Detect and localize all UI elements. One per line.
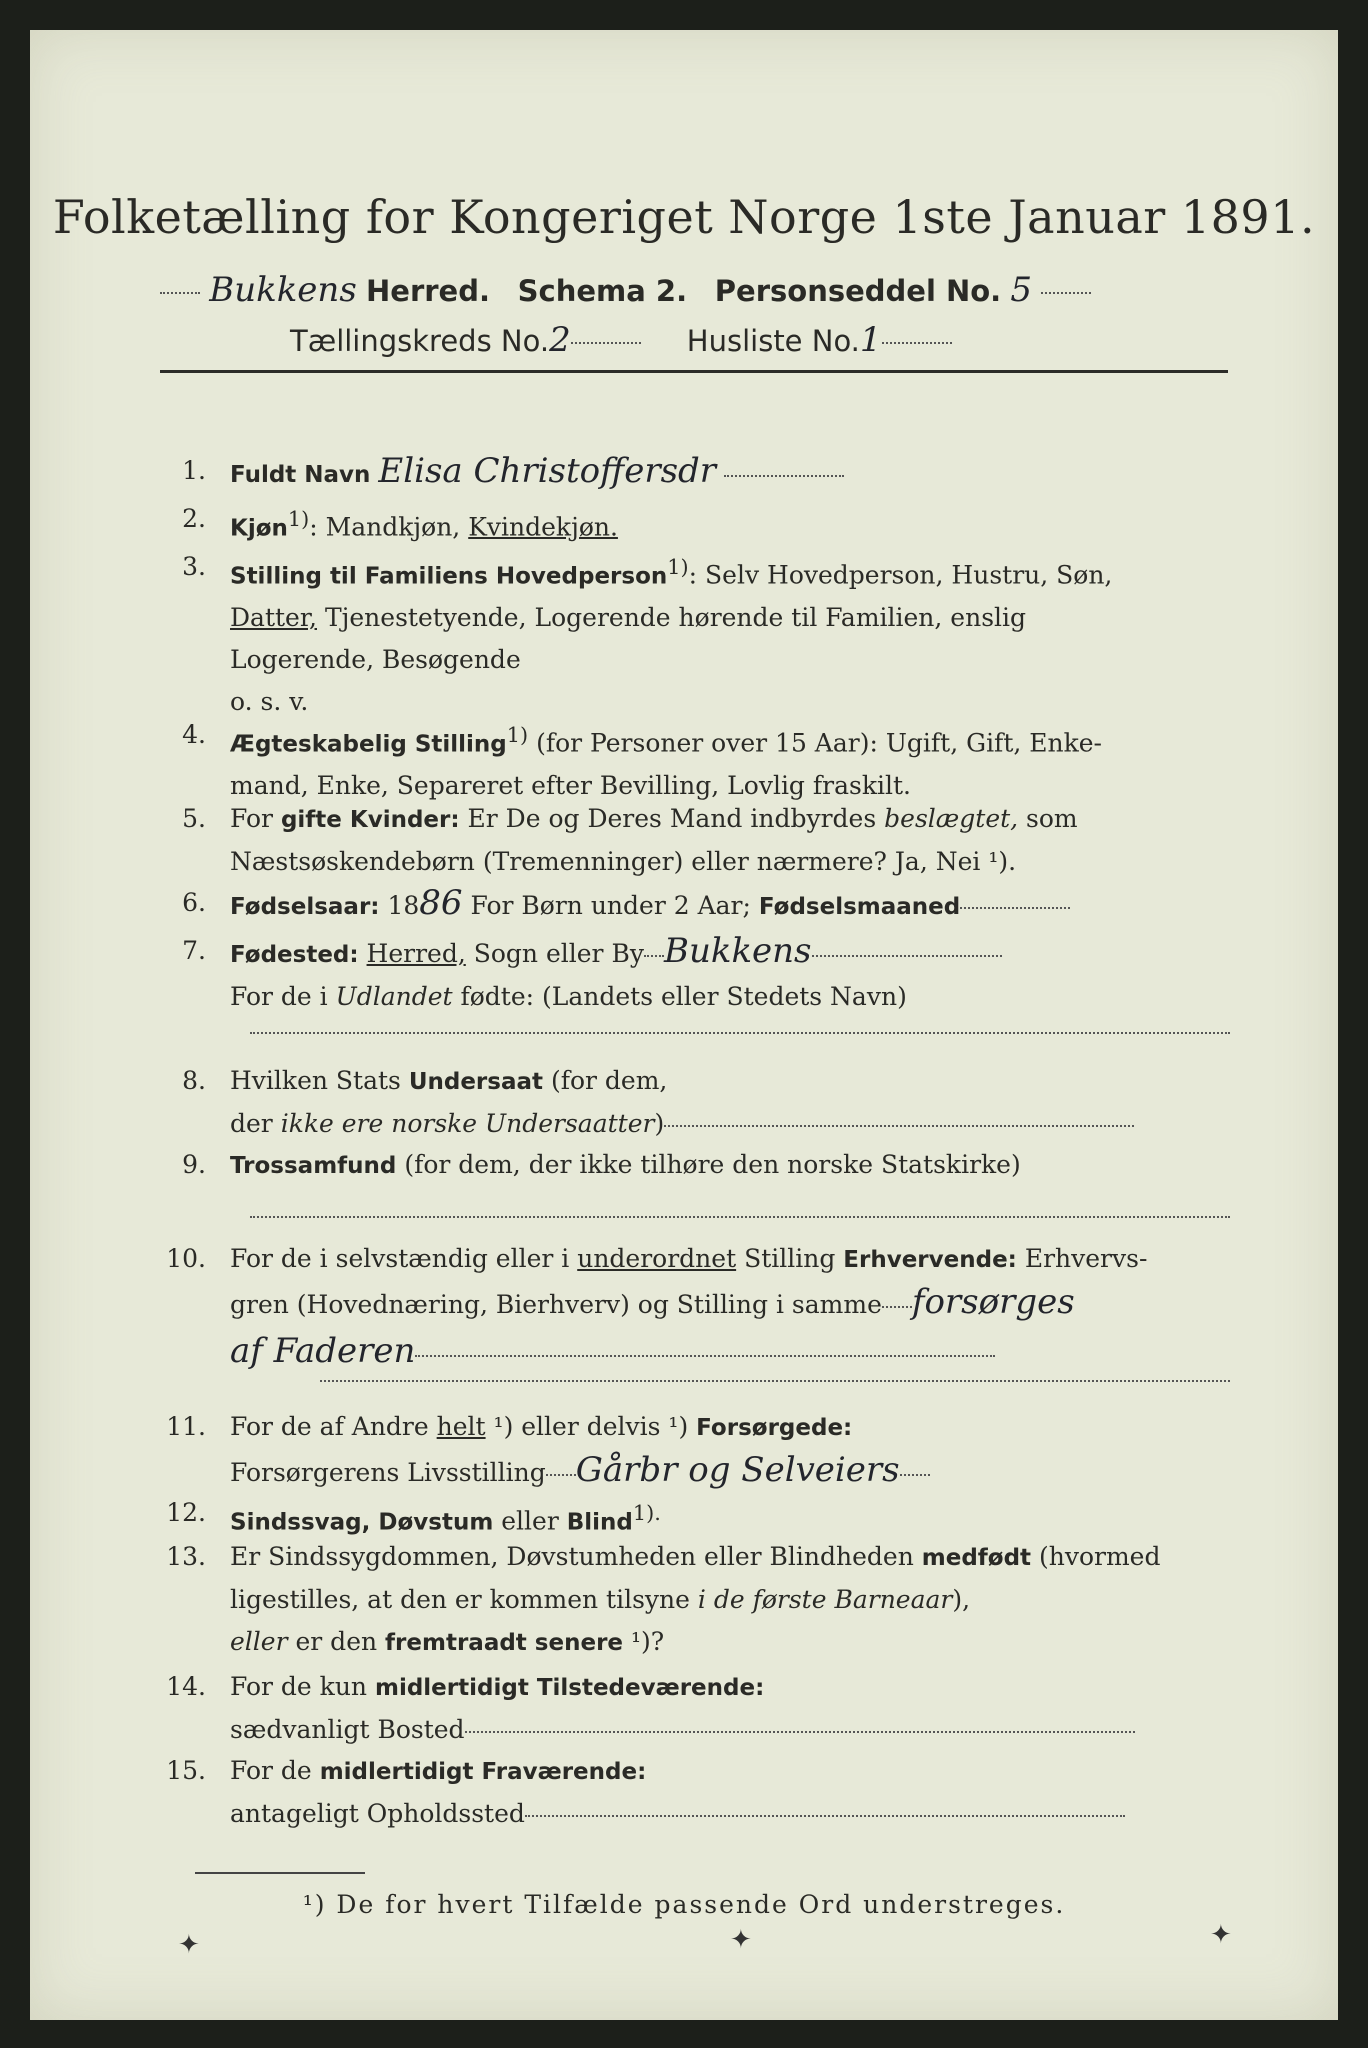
item-text: Næstsøskendebørn (Tremenninger) eller nærmere? Ja, Nei ¹). — [230, 847, 1017, 876]
kreds-line — [290, 320, 1190, 360]
herred-value: Bukkens — [209, 270, 357, 310]
item-text: (for dem, der ikke tilhøre den norske Statskirke) — [396, 1150, 1021, 1179]
item-text: antageligt Opholdssted — [230, 1799, 525, 1828]
italic-text: ikke ere norske Undersaatter — [280, 1109, 655, 1138]
item-label: Sindssvag, Døvstum — [230, 1509, 494, 1536]
item-text: gren (Hovednæring, Bierhverv) og Stilling i samme — [230, 1290, 882, 1319]
register-mark-icon: ✦ — [1210, 1920, 1232, 1950]
item-text: der — [230, 1109, 281, 1138]
item-text: Er De og Deres Mand indbyrdes — [459, 804, 885, 833]
birth-year-value: 86 — [419, 883, 463, 923]
birthplace-value: Bukkens — [663, 931, 812, 971]
item-number: 13. — [166, 1542, 206, 1571]
footnote-rule — [195, 1872, 365, 1874]
occupation-value-2: af Faderen — [230, 1331, 416, 1371]
item-text: ¹) eller delvis ¹) — [485, 1412, 697, 1441]
item-number: 9. — [182, 1150, 206, 1179]
item-text: eller — [493, 1506, 567, 1536]
item-number: 11. — [166, 1412, 206, 1441]
personseddel-label: Personseddel No. — [714, 274, 1002, 308]
item-label: Erhvervende: — [843, 1247, 1017, 1273]
blank-line — [320, 1380, 1230, 1382]
item-text: ¹)? — [623, 1627, 665, 1656]
occupation-value-1: forsørges — [911, 1282, 1075, 1322]
form-title: Folketælling for Kongeriget Norge 1ste Januar 1891. — [52, 190, 1316, 244]
underlined-choice: Herred, — [366, 939, 466, 968]
item-number: 7. — [182, 936, 206, 965]
item-text: Sogn eller By — [465, 939, 644, 968]
item-number: 5. — [182, 804, 206, 833]
header-rule — [160, 370, 1228, 373]
item-text: fødte: (Landets eller Stedets Navn) — [452, 982, 907, 1011]
footnote: ¹) De for hvert Tilfælde passende Ord understreges. — [302, 1890, 1066, 1919]
italic-text: i de første Barneaar — [697, 1585, 953, 1614]
item-label: midlertidigt Fraværende: — [319, 1759, 647, 1785]
register-mark-icon: ✦ — [178, 1930, 200, 1960]
item-label: fremtraadt senere — [385, 1630, 624, 1656]
item-label: gifte Kvinder: — [280, 807, 460, 833]
item-number: 8. — [182, 1066, 206, 1095]
item-text: Stilling — [736, 1244, 844, 1273]
item-text: sædvanligt Bosted — [230, 1715, 465, 1744]
item-label: medfødt — [921, 1545, 1032, 1571]
herred-line — [160, 270, 1240, 310]
item-label: Fuldt Navn — [230, 462, 371, 488]
item-label: Fødested: — [230, 942, 359, 968]
schema-label: Schema 2. — [517, 274, 688, 308]
item-text: (for Personer over 15 Aar): Ugift, Gift, Enke- — [528, 728, 1102, 758]
italic-text: eller — [230, 1627, 288, 1656]
italic-text: Udlandet — [335, 982, 453, 1011]
underlined-choice: helt — [436, 1412, 486, 1441]
item-text: Er Sindssygdommen, Døvstumheden eller Blindheden — [230, 1542, 922, 1571]
footnote-ref: 1). — [632, 1501, 661, 1525]
item-label: Blind — [566, 1509, 633, 1536]
herred-label: Herred. — [366, 274, 490, 308]
item-text: er den — [287, 1627, 386, 1656]
blank-line — [250, 1032, 1230, 1034]
item-text: For de i — [230, 982, 336, 1011]
italic-text: beslægtet, — [884, 804, 1019, 833]
husliste-value: 1 — [859, 320, 882, 360]
item-number: 6. — [182, 888, 206, 917]
footnote-ref: 1) — [667, 555, 689, 579]
item-text: For de kun — [230, 1672, 375, 1701]
item-label: Ægteskabelig Stilling — [230, 731, 507, 758]
item-label: Trossamfund — [230, 1153, 397, 1179]
census-form-sheet: Folketælling for Kongeriget Norge 1ste Januar 1891. Bukkens Herred. Schema 2. Personseddel No. 5 Tællingskreds No.2 Husliste No.1 1. Fuldt Navn Elisa Christoffersdr 2. Kjøn$^{1)}$: Mandkjøn, Kvindekjøn. 3. Stilling til Familiens Hovedperson$^{1)}$: Selv Hovedperson, Hustru, Søn, Datter, Tjenestetyende, Logerende hørende til Familien, enslig Logerende, Besøgende o. s. v. 4. Ægteskabelig Stilling$^{1)}$ (for Personer over 15 Aar): Ugift, Gift, Enke- mand, Enke, Separeret efter Bevilling, Lovlig fraskilt. 5. For gifte Kvinder: Er De og Deres Mand indbyrdes beslægtet, som Næstsøskendebørn (Tremenninger) eller nærmere? Ja, Nei ¹). 6. Fødselsaar: 1886 For Børn under 2 Aar; Fødselsmaaned 7. Fødested: Herred, Sogn eller By Bukkens For de i Udlandet fødte: (Landets eller Stedets Navn) 8. Hvilken Stats Undersaat (for dem, der ikke ere norske Undersaatter) 9. Trossamfund (for dem, der ikke tilhøre den norske Statskirke) 10. For de i selvstændig eller i underordnet Stilling Erhvervende: Erhvervs- gren (Hovednæring, Bierhverv) og Stilling i samme forsørges af Faderen 11. For de af Andre helt ¹) eller delvis ¹) Forsørgede: Forsørgerens Livsstilling Gårbr og Selveiers 12. Sindssvag, Døvstum eller Blind$^{1).}$ 13. Er Sindssygdommen, Døvstumheden eller Blindheden medfødt (hvormed ligestilles, at den er kommen tilsyne i de første Barneaar), eller er den fremtraadt senere ¹)? 14. For de kun midlertidigt Tilstedeværende: sædvanligt Bosted 15. For de midlertidigt Fraværende: antageligt Opholdssted ¹) De for hvert Tilfælde passende Ord understreges. ✦ ✦ ✦ — [30, 30, 1338, 2020]
item-text: o. s. v. — [230, 687, 309, 717]
item-text: Logerende, Besøgende — [230, 645, 521, 675]
blank-line — [250, 1216, 1230, 1218]
footnote-ref: 1) — [287, 507, 310, 531]
item-text: Erhvervs- — [1016, 1244, 1148, 1273]
item-text: (hvormed — [1031, 1542, 1161, 1571]
personseddel-value: 5 — [1010, 270, 1033, 310]
item-number: 14. — [166, 1672, 206, 1701]
item-text: For de af Andre — [230, 1412, 437, 1441]
item-text: For — [230, 804, 281, 833]
item-text: Forsørgerens Livsstilling — [230, 1458, 546, 1487]
item-text: Tjenestetyende, Logerende hørende til Familien, enslig — [317, 603, 1027, 633]
item-text: Hvilken Stats — [230, 1066, 409, 1095]
item-label: midlertidigt Tilstedeværende: — [374, 1675, 765, 1701]
item-number: 10. — [166, 1244, 206, 1273]
item-label: Undersaat — [408, 1069, 543, 1095]
item-text: For de i selvstændig eller i — [230, 1244, 578, 1273]
item-text: For de — [230, 1756, 320, 1785]
item-text: som — [1018, 804, 1078, 833]
item-label: Fødselsaar: — [230, 894, 380, 920]
item-number: 3. — [182, 552, 206, 581]
item-text: For Børn under 2 Aar; — [462, 891, 759, 920]
full-name-value: Elisa Christoffersdr — [378, 451, 717, 491]
item-text: : Mandkjøn, — [309, 512, 469, 542]
item-label: Stilling til Familiens Hovedperson — [230, 563, 668, 590]
provider-occupation-value: Gårbr og Selveiers — [575, 1450, 900, 1490]
item-number: 2. — [182, 504, 206, 533]
husliste-label: Husliste No. — [686, 324, 860, 358]
item-text: : Selv Hovedperson, Hustru, Søn, — [688, 560, 1113, 590]
item-number: 12. — [166, 1498, 206, 1527]
item-label: Forsørgede: — [696, 1415, 853, 1441]
item-text: ), — [952, 1585, 971, 1614]
item-text: 18 — [379, 891, 420, 920]
item-number: 4. — [182, 720, 206, 749]
underlined-choice: underordnet — [577, 1244, 737, 1273]
underlined-choice: Kvindekjøn. — [468, 512, 618, 542]
footnote-ref: 1) — [506, 723, 529, 747]
kreds-value: 2 — [549, 320, 571, 360]
register-mark-icon: ✦ — [730, 1925, 752, 1955]
item-label: Kjøn — [230, 515, 288, 542]
item-text: ligestilles, at den er kommen tilsyne — [230, 1585, 698, 1614]
underlined-choice: Datter, — [230, 603, 317, 633]
item-text: mand, Enke, Separeret efter Bevilling, Lovlig fraskilt. — [230, 771, 911, 801]
item-number: 15. — [166, 1756, 206, 1785]
item-number: 1. — [182, 456, 206, 485]
item-text: (for dem, — [543, 1066, 668, 1095]
item-label: Fødselsmaaned — [758, 894, 961, 920]
kreds-label: Tællingskreds No. — [290, 324, 550, 358]
